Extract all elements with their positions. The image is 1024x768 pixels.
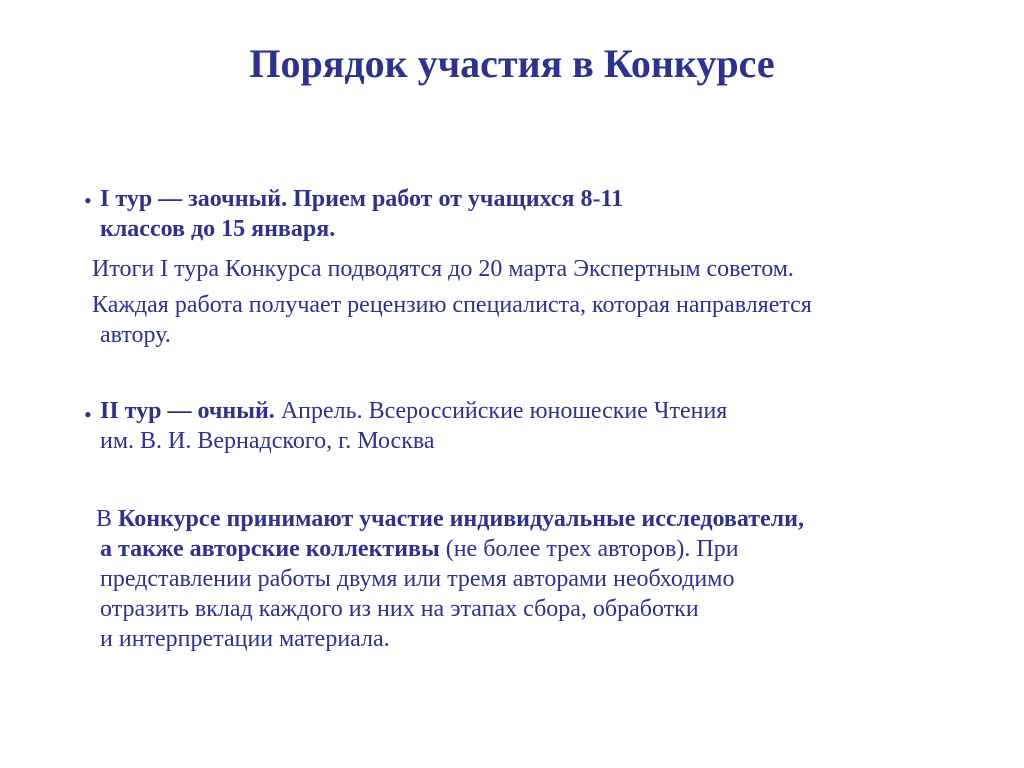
round-1-heading-line-2: классов до 15 января. bbox=[100, 216, 336, 242]
participants-bold-line-1: Конкурсе принимают участие индивидуальные исследователи, bbox=[118, 506, 804, 532]
round-1-heading bbox=[100, 184, 623, 244]
participants-paragraph: В Конкурсе принимают участие индивидуальные исследователи, а также авторские коллективы (не более трех авторов). При представлении работы двумя или тремя авторами необходимо отразить вклад каждого из них на этапах сбора, обработки и интерпретации материала. bbox=[96, 506, 804, 652]
round-1-heading-line-1: I тур — заочный. Прием работ от учащихся 8-11 bbox=[100, 186, 624, 212]
round-2-paragraph: II тур — очный. Апрель. Всероссийские юношеские Чтения им. В. И. Вернадского, г. Москва bbox=[100, 398, 728, 454]
participants-bold-line-2: а также авторские коллективы bbox=[100, 536, 440, 562]
slide-title: Порядок участия в Конкурсе bbox=[249, 41, 775, 86]
bullet-round-1: • bbox=[84, 188, 92, 213]
round-2-heading: II тур — очный. bbox=[100, 398, 275, 424]
round-1-results: Итоги I тура Конкурса подводятся до 20 марта Экспертным советом. bbox=[92, 256, 794, 282]
bullet-round-2: • bbox=[84, 402, 92, 427]
round-1-review: Каждая работа получает рецензию специалиста, которая направляется автору. bbox=[92, 292, 812, 348]
